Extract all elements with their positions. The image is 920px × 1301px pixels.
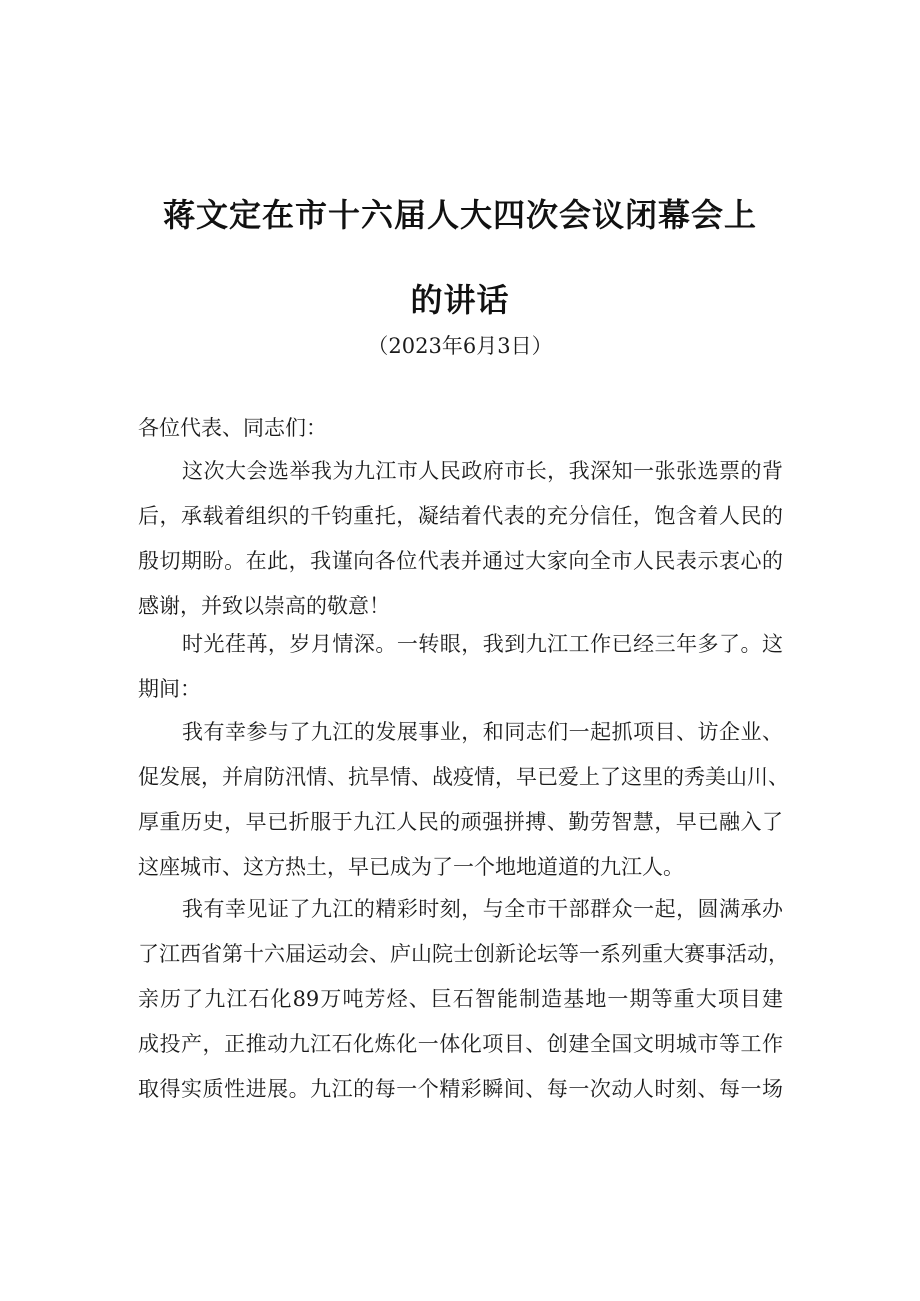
paragraph-line: 了江西省第十六届运动会、庐山院士创新论坛等一系列重大赛事活动， xyxy=(138,942,789,966)
paragraph-line: 取得实质性进展。九江的每一个精彩瞬间、每一次动人时刻、每一场 xyxy=(138,1077,783,1101)
document-date: （2023年6月3日） xyxy=(367,334,553,358)
document-title-line-2: 的讲话 xyxy=(410,281,510,319)
paragraph-line: 促发展，并肩防汛情、抗旱情、战疫情，早已爱上了这里的秀美山川、 xyxy=(138,765,789,789)
paragraph-line: 时光荏苒，岁月情深。一转眼，我到九江工作已经三年多了。这 xyxy=(182,632,783,656)
paragraph-line: 这次大会选举我为九江市人民政府市长，我深知一张张选票的背 xyxy=(182,459,783,483)
paragraph-line: 成投产，正推动九江石化炼化一体化项目、创建全国文明城市等工作 xyxy=(138,1032,783,1056)
paragraph-line: 感谢，并致以崇高的敬意！ xyxy=(138,594,390,618)
paragraph-line: 这座城市、这方热土，早已成为了一个地地道道的九江人。 xyxy=(138,855,684,879)
document-title-line-1: 蒋文定在市十六届人大四次会议闭幕会上 xyxy=(162,196,757,234)
paragraph-line: 我有幸见证了九江的精彩时刻，与全市干部群众一起，圆满承办 xyxy=(182,897,783,921)
paragraph-line: 亲历了九江石化89万吨芳烃、巨石智能制造基地一期等重大项目建 xyxy=(138,987,783,1011)
paragraph-line: 我有幸参与了九江的发展事业，和同志们一起抓项目、访企业、 xyxy=(182,720,783,744)
paragraph-line: 期间： xyxy=(138,677,201,701)
salutation: 各位代表、同志们： xyxy=(138,416,327,440)
paragraph-line: 厚重历史，早已折服于九江人民的顽强拼搏、勤劳智慧，早已融入了 xyxy=(138,810,783,834)
paragraph-line: 殷切期盼。在此，我谨向各位代表并通过大家向全市人民表示衷心的 xyxy=(138,549,783,573)
paragraph-line: 后，承载着组织的千钧重托，凝结着代表的充分信任，饱含着人民的 xyxy=(138,504,783,528)
